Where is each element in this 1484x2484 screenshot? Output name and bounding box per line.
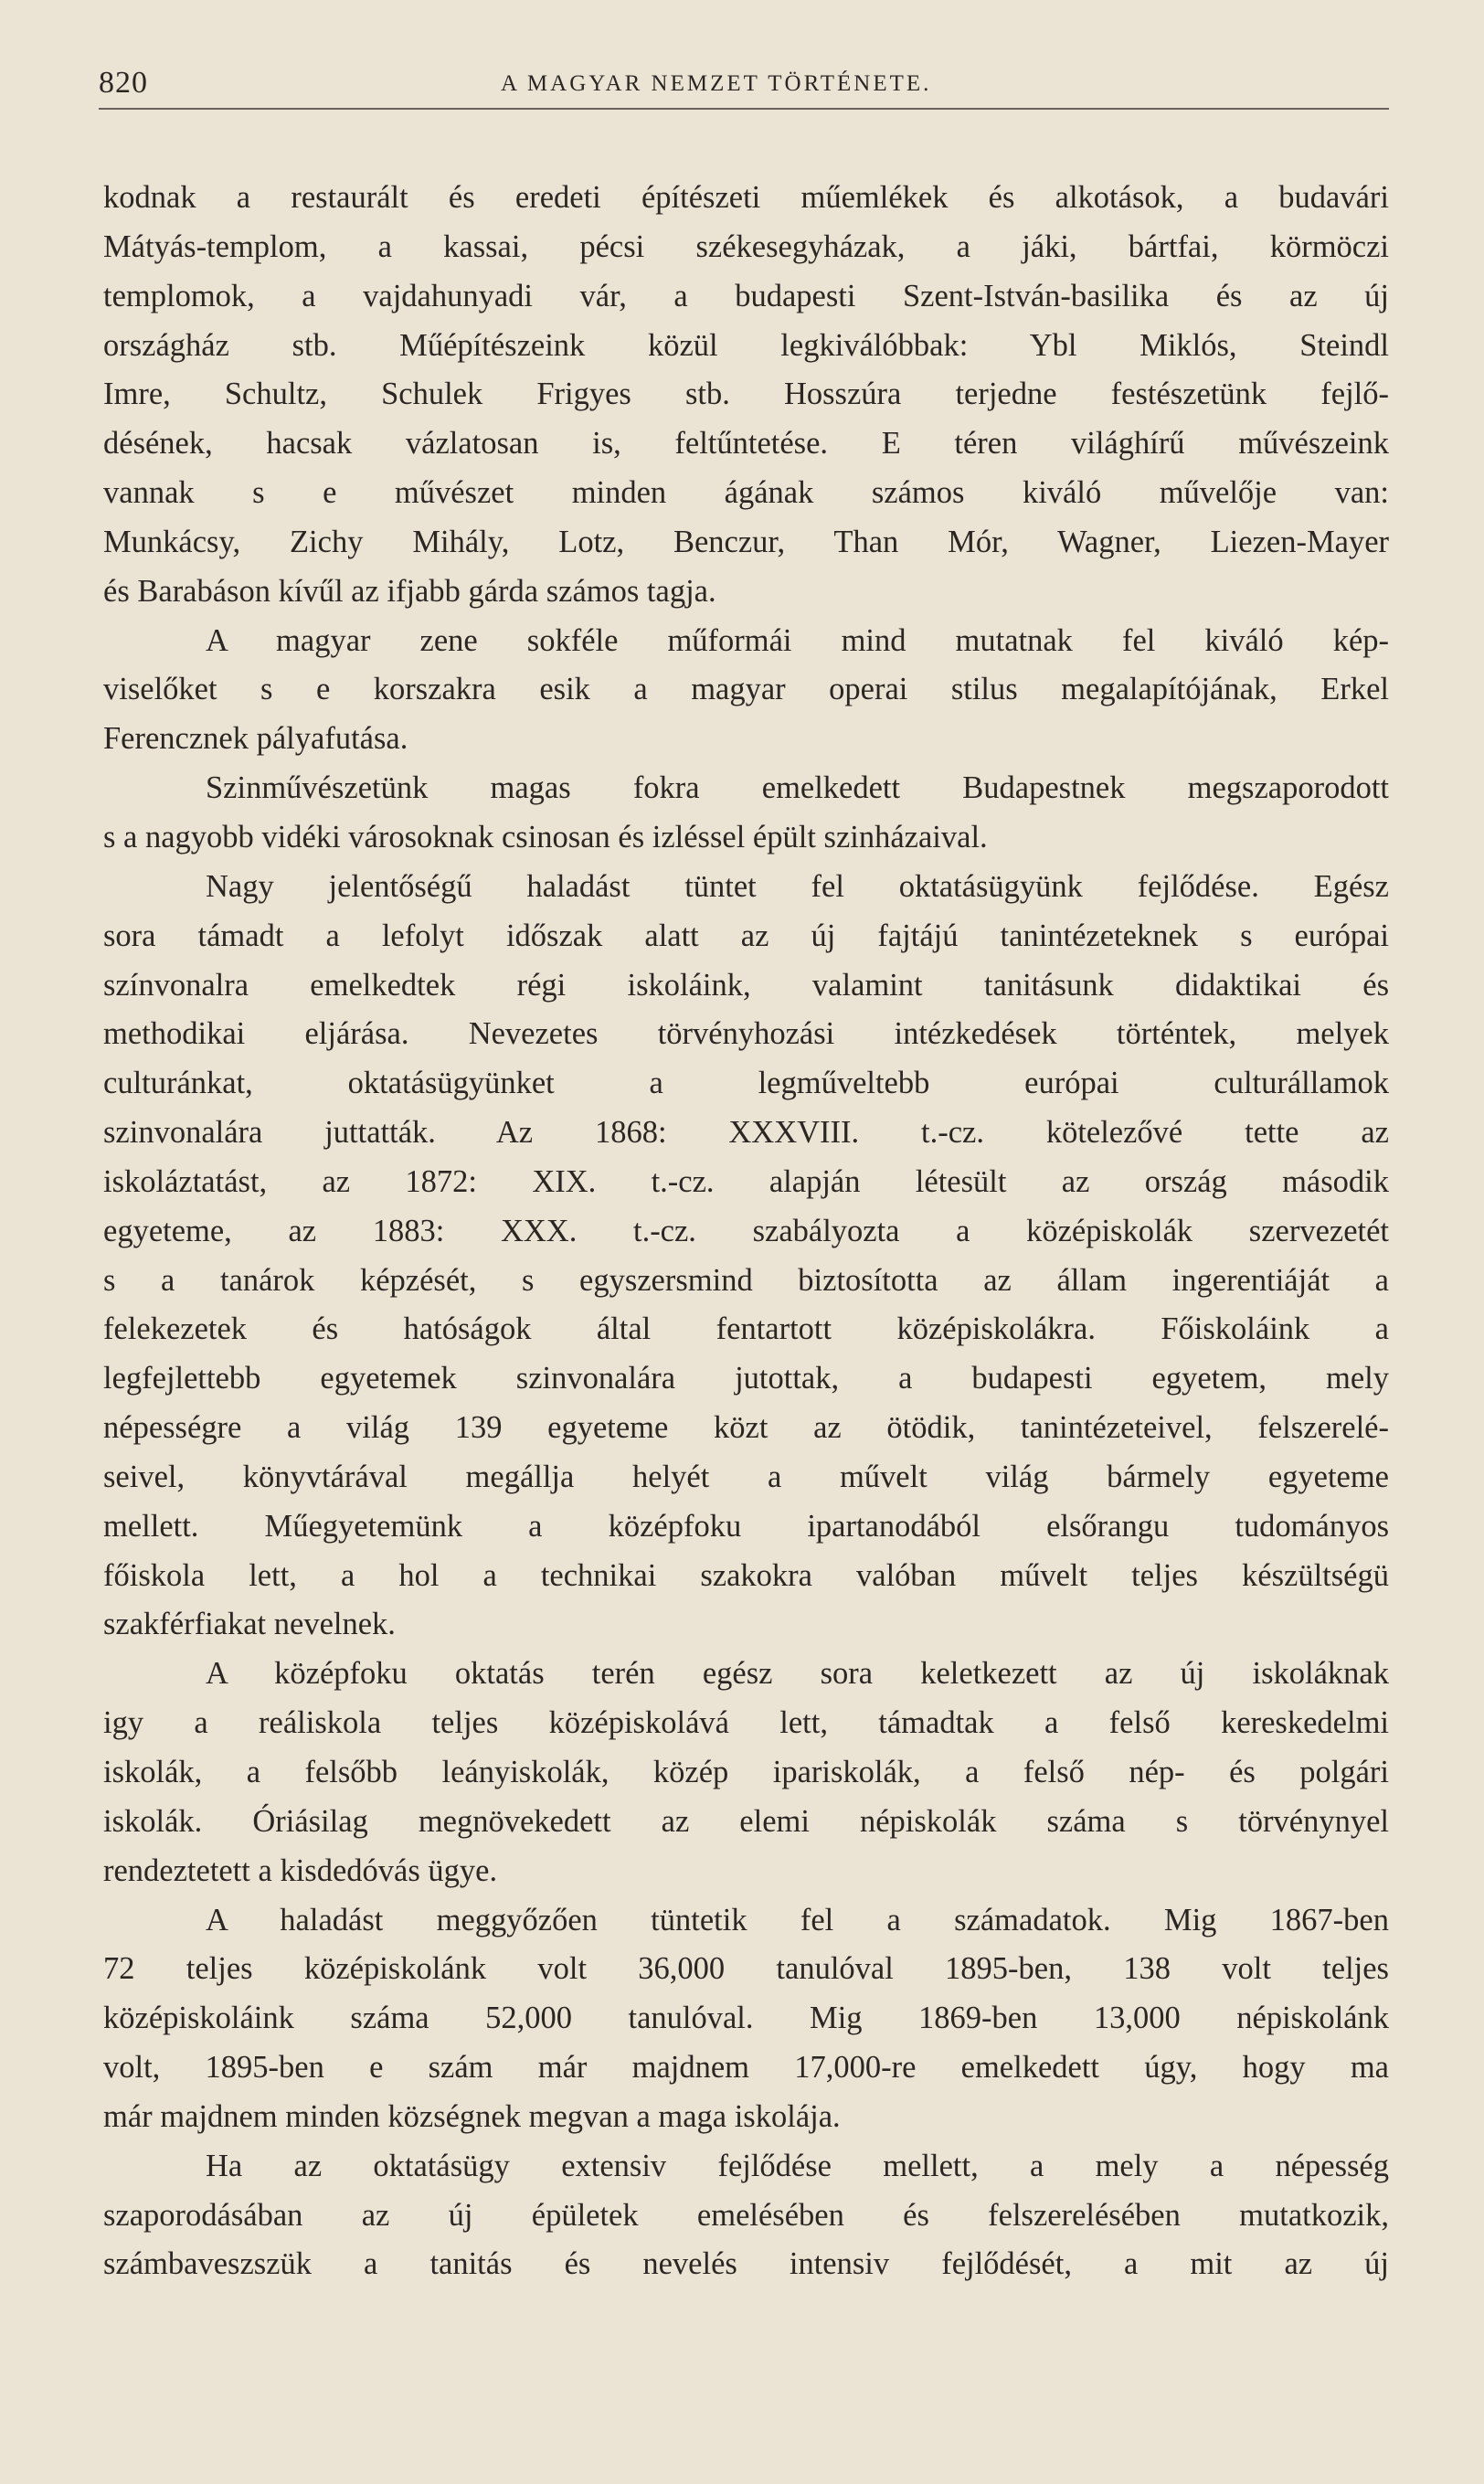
text-line: seivel, könyvtárával megállja helyét a művelt világ bármely egyeteme [103, 1459, 1389, 1494]
text-line: színvonalra emelkedtek régi iskoláink, valamint tanitásunk didaktikai és [103, 967, 1389, 1003]
text-line: sora támadt a lefolyt időszak alatt az új fajtájú tanintézeteknek s európai [103, 918, 1389, 953]
header-rule [99, 108, 1389, 110]
text-line: legfejlettebb egyetemek szinvonalára jutottak, a budapesti egyetem, mely [103, 1361, 1389, 1396]
text-line: Mátyás-templom, a kassai, pécsi székesegyházak, a jáki, bártfai, körmöczi [103, 228, 1389, 264]
text-line: igy a reáliskola teljes középiskolává lett, támadtak a felső kereskedelmi [103, 1705, 1389, 1741]
text-line: szakférfiakat nevelnek. [103, 1607, 396, 1642]
text-line: főiskola lett, a hol a technikai szakokra valóban művelt teljes készültségü [103, 1557, 1389, 1593]
text-line: már majdnem minden községnek megvan a maga iskolája. [103, 2098, 841, 2134]
text-line: s a nagyobb vidéki városoknak csinosan és izléssel épült szinházaival. [103, 819, 988, 855]
text-line: vannak s e művészet minden ágának számos kiváló művelője van: [103, 475, 1389, 511]
text-line: Szinművészetünk magas fokra emelkedett Budapestnek megszaporodott [206, 770, 1389, 806]
text-line: Ha az oktatásügy extensiv fejlődése mellett, a mely a népesség [206, 2148, 1389, 2183]
text-line: iskolák, a felsőbb leányiskolák, közép ipariskolák, a felső nép- és polgári [103, 1755, 1389, 1789]
text-line: számbaveszszük a tanitás és nevelés intensiv fejlődését, a mit az új [103, 2246, 1389, 2282]
text-line: methodikai eljárása. Nevezetes törvényhozási intézkedések történtek, melyek [103, 1016, 1389, 1052]
text-line: egyeteme, az 1883: XXX. t.-cz. szabályozta a középiskolák szervezetét [103, 1213, 1389, 1248]
text-line: viselőket s e korszakra esik a magyar operai stilus megalapítójának, Erkel [103, 672, 1389, 707]
text-line: mellett. Műegyetemünk a középfoku ipartanodából elsőrangu tudományos [103, 1508, 1389, 1544]
text-line: rendeztetett a kisdedóvás ügye. [103, 1852, 498, 1888]
text-line: iskolák. Óriásilag megnövekedett az elemi népiskolák száma s törvénynyel [103, 1803, 1389, 1839]
text-line: felekezetek és hatóságok által fentartott középiskolákra. Főiskoláink a [103, 1311, 1389, 1347]
text-line: templomok, a vajdahunyadi vár, a budapesti Szent-István-basilika és az új [103, 278, 1389, 313]
text-line: Munkácsy, Zichy Mihály, Lotz, Benczur, Than Mór, Wagner, Liezen-Mayer [103, 524, 1389, 559]
text-line: népességre a világ 139 egyeteme közt az ötödik, tanintézeteivel, felszerelé- [103, 1410, 1389, 1446]
text-line: szinvonalára juttatták. Az 1868: XXXVIII. t.-cz. kötelezővé tette az [103, 1115, 1389, 1151]
text-line: A haladást meggyőzően tüntetik fel a számadatok. Mig 1867-ben [206, 1902, 1389, 1937]
text-line: A magyar zene sokféle műformái mind mutatnak fel kiváló kép- [206, 622, 1389, 658]
text-line: iskoláztatást, az 1872: XIX. t.-cz. alapján létesült az ország második [103, 1163, 1389, 1199]
text-line: Imre, Schultz, Schulek Frigyes stb. Hosszúra terjedne festészetünk fejlő- [103, 377, 1389, 412]
text-line: s a tanárok képzését, s egyszersmind biztosította az állam ingerentiáját a [103, 1262, 1389, 1298]
text-line: A középfoku oktatás terén egész sora keletkezett az új iskoláknak [206, 1656, 1389, 1692]
running-head [99, 58, 1389, 106]
text-line: Nagy jelentőségű haladást tüntet fel oktatásügyünk fejlődése. Egész [206, 868, 1389, 904]
text-line: középiskoláink száma 52,000 tanulóval. Mig 1869-ben 13,000 népiskolánk [103, 2001, 1389, 2036]
text-line: kodnak a restaurált és eredeti építészeti műemlékek és alkotások, a budavári [103, 180, 1389, 215]
text-line: és Barabáson kívűl az ifjabb gárda számos tagja. [103, 573, 716, 609]
text-line: országház stb. Műépítészeink közül legkiválóbbak: Ybl Miklós, Steindl [103, 327, 1389, 363]
text-line: Ferencznek pályafutása. [103, 721, 408, 757]
text-line: désének, hacsak vázlatosan is, feltűntetése. E téren világhírű művészeink [103, 426, 1389, 462]
body-text [103, 174, 1389, 2289]
page-number: 820 [99, 66, 148, 100]
running-title: A MAGYAR NEMZET TÖRTÉNETE. [501, 71, 932, 96]
text-line: culturánkat, oktatásügyünket a legműveltebb európai culturállamok [103, 1066, 1389, 1101]
text-line: szaporodásában az új épületek emelésében és felszerelésében mutatkozik, [103, 2197, 1389, 2233]
text-line: 72 teljes középiskolánk volt 36,000 tanulóval 1895-ben, 138 volt teljes [103, 1951, 1389, 1987]
text-line: volt, 1895-ben e szám már majdnem 17,000-re emelkedett úgy, hogy ma [103, 2050, 1389, 2086]
